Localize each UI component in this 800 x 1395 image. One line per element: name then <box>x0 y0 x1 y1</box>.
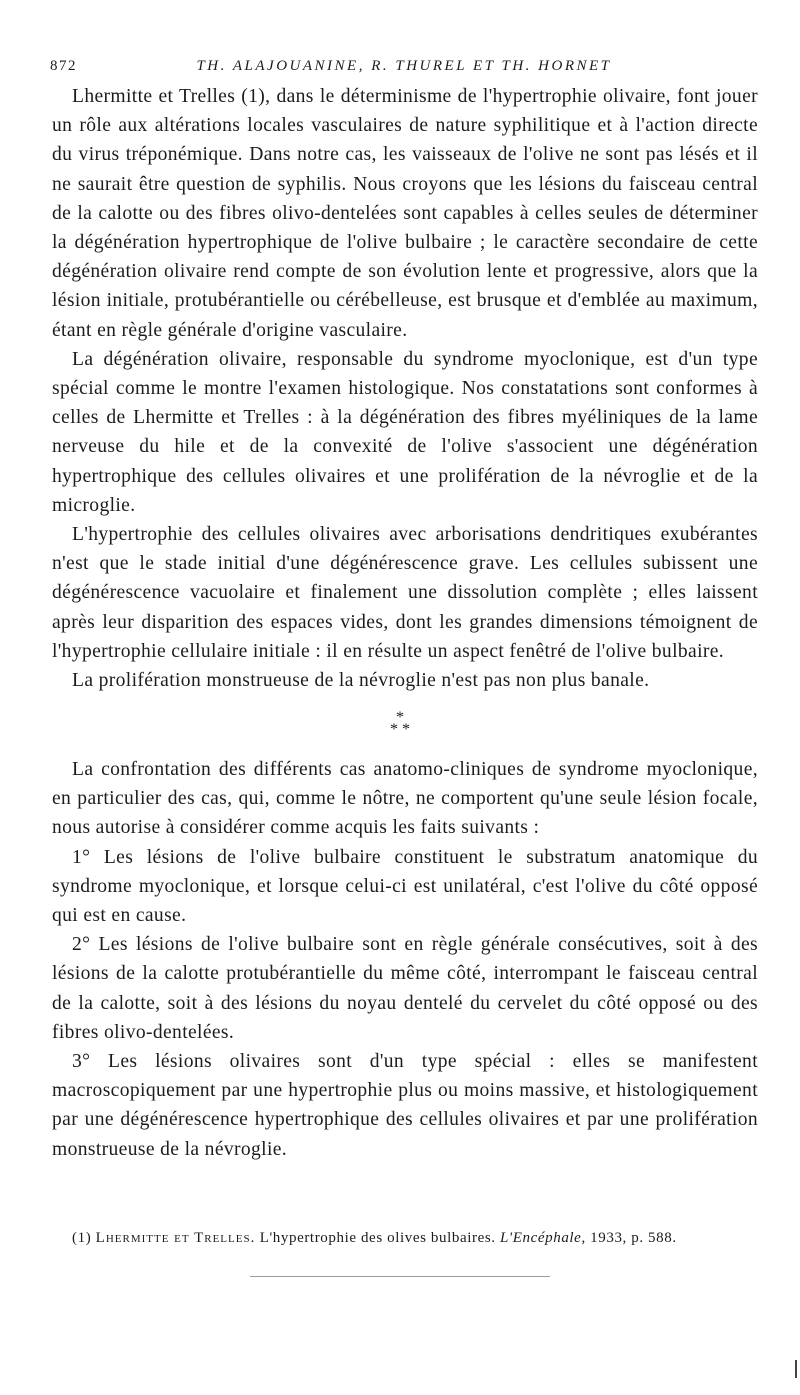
footnote-title: L'hypertrophie des olives bulbaires. <box>259 1230 496 1246</box>
body-text-part-2 <box>52 755 758 1164</box>
section-break-asterism <box>0 709 800 738</box>
paragraph: La prolifération monstrueuse de la névroglie n'est pas non plus banale. <box>72 670 650 692</box>
list-item: 1° Les lésions de l'olive bulbaire constituent le substratum anatomique du syndrome myoclonique, et lorsque celui-ci est unilatéral, c'est l'olive du côté opposé qui est en cause. <box>52 846 758 927</box>
asterism-bottom: * * <box>390 721 410 738</box>
list-item: 3° Les lésions olivaires sont d'un type spécial : elles se manifestent macroscopiquement par une hypertrophie plus ou moins massive, et histologiquement par une dégénérescence hypertrophique des cellules olivaires et par une prolifération monstrueuse de la névroglie. <box>52 1051 758 1160</box>
asterism-top: * <box>396 709 404 726</box>
footnote-marker: (1) <box>72 1230 92 1246</box>
paragraph: L'hypertrophie des cellules olivaires avec arborisations dendritiques exubérantes n'est que le stade initial d'une dégénérescence grave. Les cellules subissent une dégénérescence vacuolaire et finalement une dissolution complète ; elles laissent après leur disparition des espaces vides, dont les grandes dimensions témoignent de l'hypertrophie cellulaire initiale : il en résulte un aspect fenêtré de l'olive bulbaire. <box>52 524 758 662</box>
running-title: TH. ALAJOUANINE, R. THUREL ET TH. HORNET <box>196 58 612 74</box>
list-item: 2° Les lésions de l'olive bulbaire sont en règle générale consécutives, soit à des lésions de la calotte protubérantielle du même côté, interrompant le faisceau central de la calotte, soit à des lésions du noyau dentelé du cervelet du côté opposé ou des fibres olivo-dentelées. <box>52 934 758 1043</box>
footnote-authors: Lhermitte et Trelles. <box>95 1230 256 1246</box>
footnote-journal: L'Encéphale <box>499 1230 582 1246</box>
paragraph: Lhermitte et Trelles (1), dans le déterminisme de l'hypertrophie olivaire, font jouer un rôle aux altérations locales vasculaires de nature syphilitique et à l'action directe du virus tréponémique. Dans notre cas, les vaisseaux de l'olive ne sont pas lésés et il ne saurait être question de syphilis. Nous croyons que les lésions du faisceau central de la calotte ou des fibres olivo-dentelées sont capables à celles seules de déterminer la dégénération hypertrophique de l'olive bulbaire ; le caractère secondaire de cette dégénération olivaire rend compte de son évolution lente et progressive, alors que la lésion initiale, protubérantielle ou cérébelleuse, est brusque et d'emblée au maximum, étant en règle générale d'origine vasculaire. <box>52 86 758 341</box>
page-edge-mark <box>795 1360 797 1378</box>
paragraph: La dégénération olivaire, responsable du syndrome myoclonique, est d'un type spécial comme le montre l'examen histologique. Nos constatations sont conformes à celles de Lhermitte et Trelles : à la dégénération des fibres myéliniques de la lame nerveuse du hile et de la convexité de l'olive s'associent une dégénération hypertrophique des cellules olivaires et une prolifération de la névroglie et de la microglie. <box>52 348 758 516</box>
footnote-text <box>52 1228 758 1248</box>
body-text-part-1 <box>52 82 758 695</box>
footnote-rule <box>250 1276 550 1277</box>
running-head <box>50 58 758 80</box>
paragraph: La confrontation des différents cas anatomo-cliniques de syndrome myoclonique, en particulier des cas, qui, comme le nôtre, ne comportent qu'une seule lésion focale, nous autorise à considérer comme acquis les faits suivants : <box>52 759 758 839</box>
page-number: 872 <box>50 58 77 74</box>
footnote-details: , 1933, p. 588. <box>581 1230 677 1246</box>
footnote <box>52 1228 758 1248</box>
